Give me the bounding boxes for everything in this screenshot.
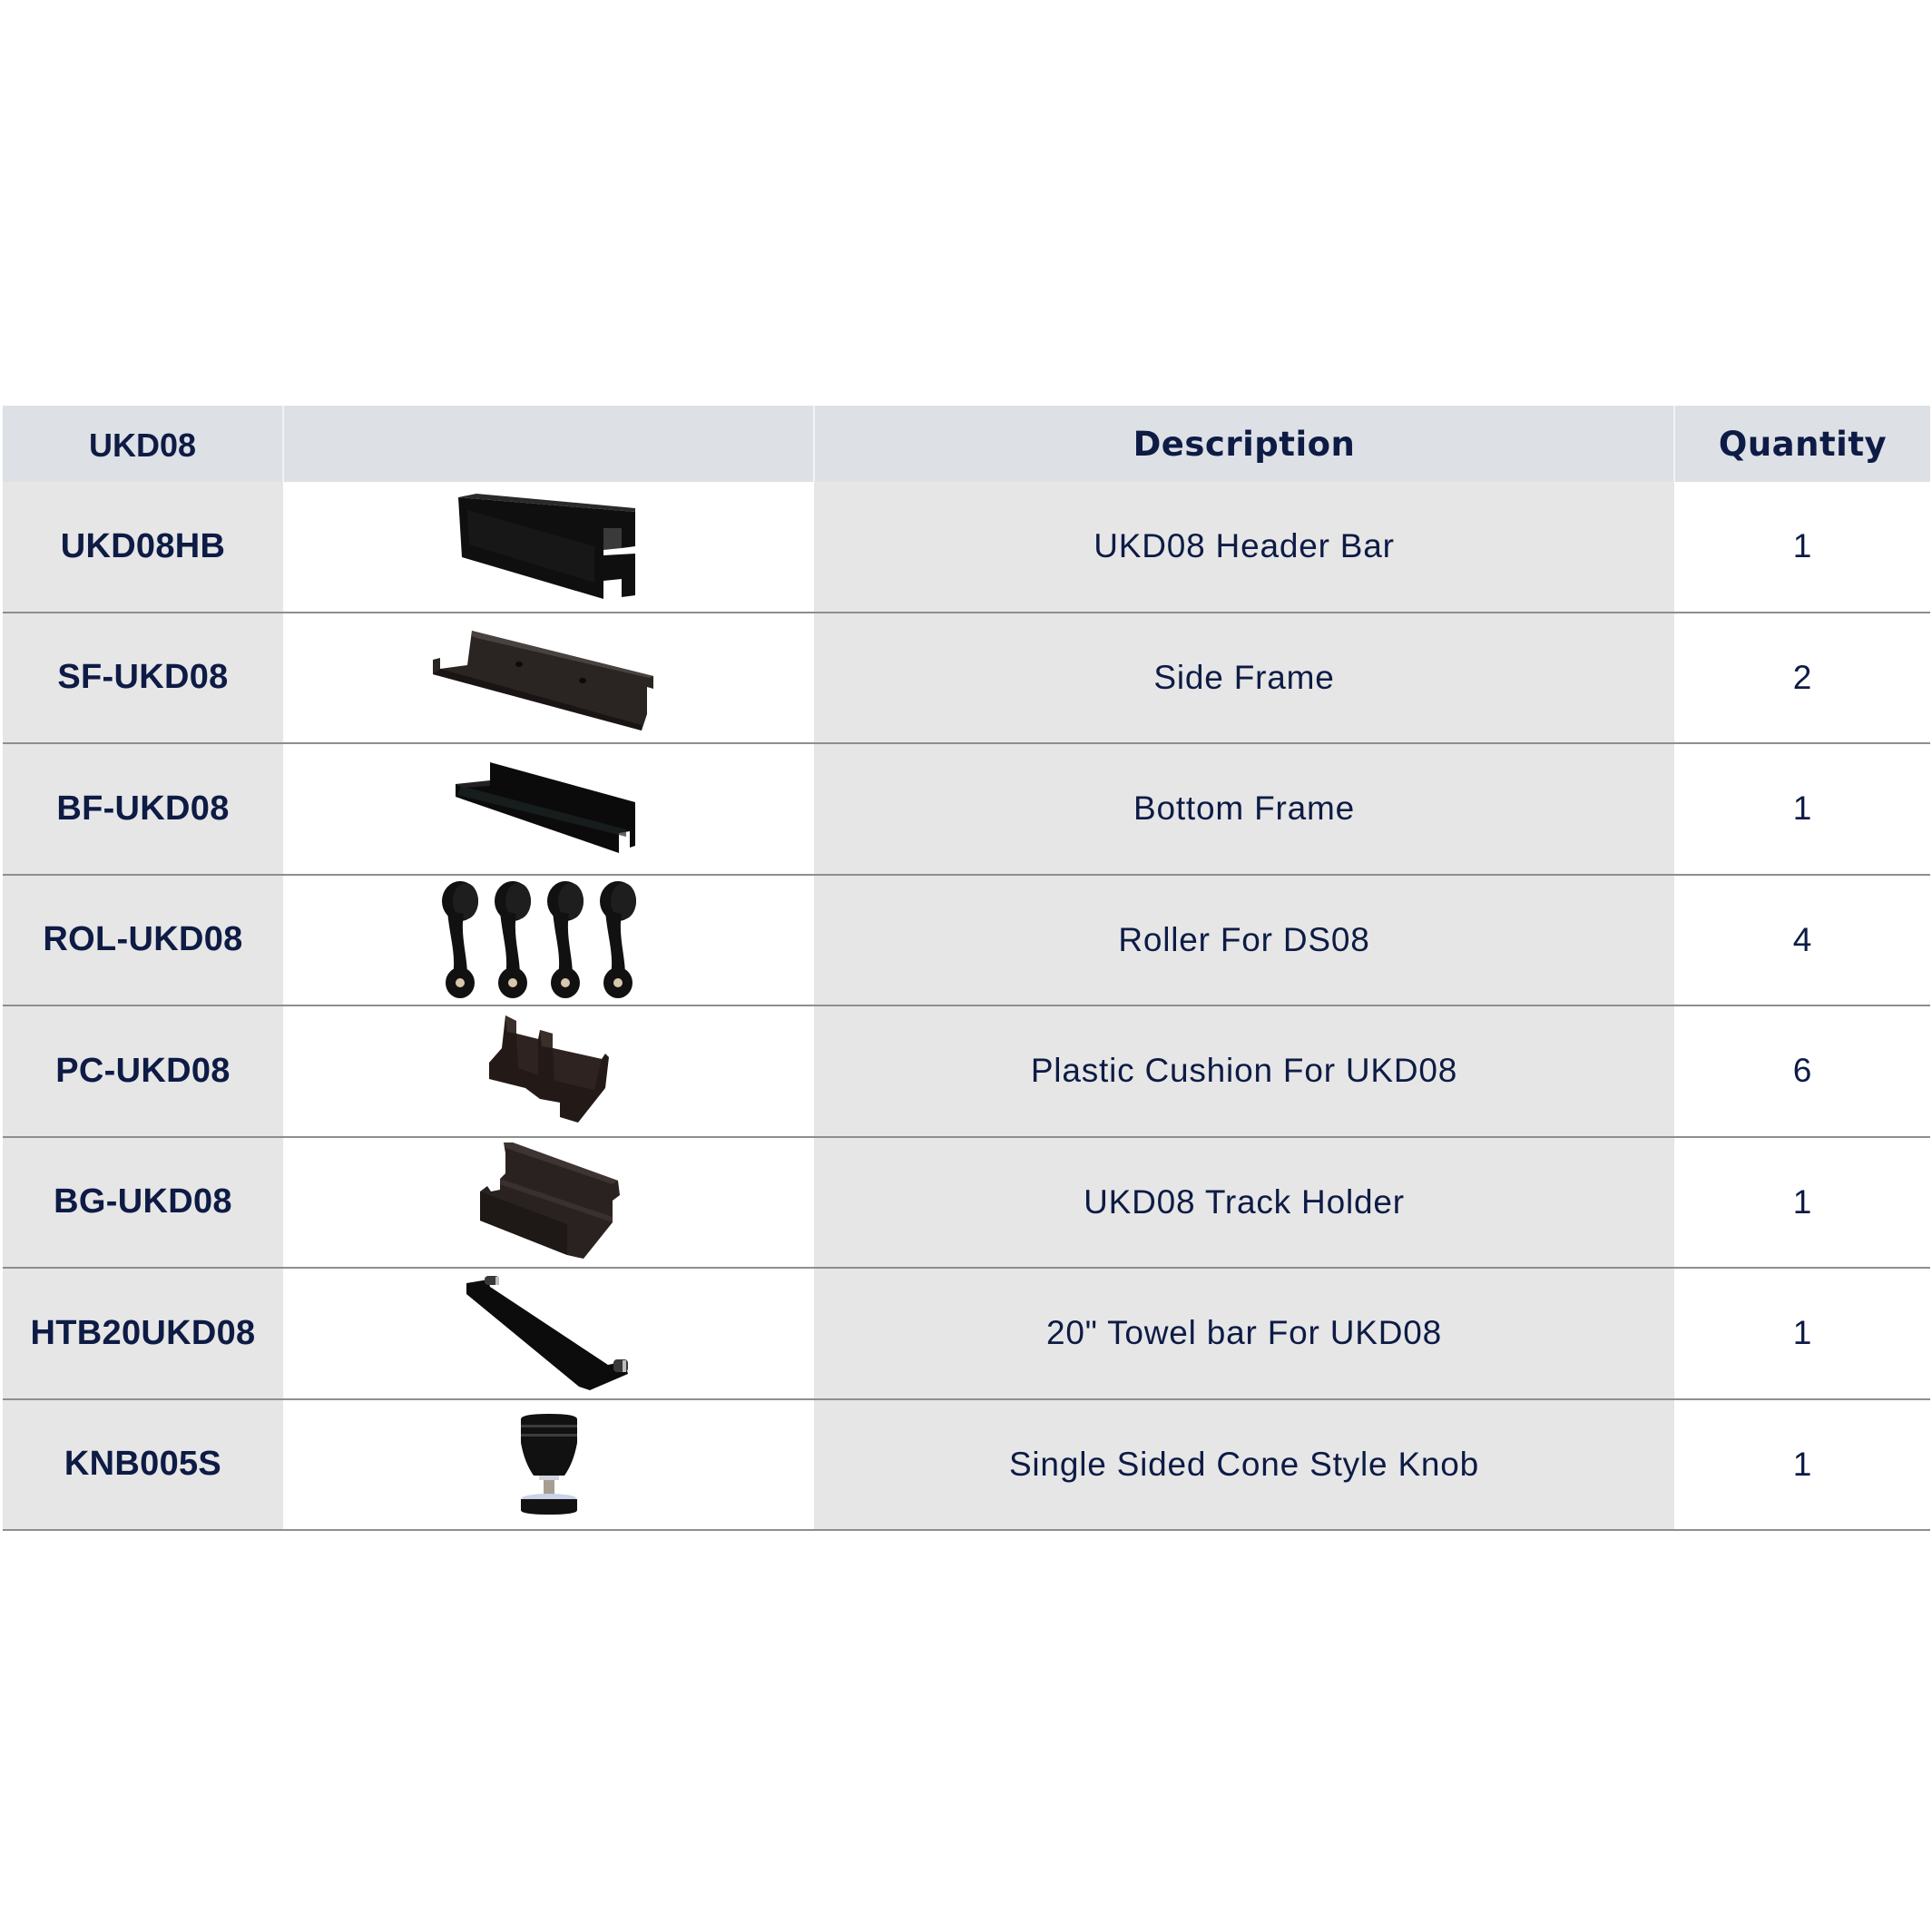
part-image-cell [283,875,814,1006]
plastic-cushion-image [485,1012,613,1130]
table-row [3,743,1930,875]
table-row [3,1005,1930,1137]
part-code: KNB005S [3,1399,283,1531]
part-description: Side Frame [814,613,1674,744]
part-quantity: 2 [1674,613,1930,744]
table-row [3,1137,1930,1269]
header-description: Description [814,406,1674,482]
table-row [3,613,1930,744]
part-quantity: 1 [1674,482,1930,613]
table-row [3,1399,1930,1531]
part-quantity: 4 [1674,875,1930,1006]
rollers-image [440,881,658,999]
parts-list-table [3,406,1930,1531]
header-image [283,406,814,482]
part-image-cell [283,1005,814,1137]
part-code: UKD08HB [3,482,283,613]
part-code: BG-UKD08 [3,1137,283,1269]
track-holder-image [476,1141,622,1263]
part-quantity: 1 [1674,743,1930,875]
cone-knob-image [517,1412,581,1516]
part-description: Bottom Frame [814,743,1674,875]
part-code: PC-UKD08 [3,1005,283,1137]
part-image-cell [283,1399,814,1531]
part-code: ROL-UKD08 [3,875,283,1006]
part-image-cell [283,613,814,744]
part-quantity: 1 [1674,1137,1930,1269]
side-frame-image [431,623,667,732]
table-row [3,1268,1930,1399]
table-header-row [3,406,1930,482]
part-image-cell [283,482,814,613]
part-image-cell [283,743,814,875]
part-description: UKD08 Header Bar [814,482,1674,613]
header-bar-image [449,492,649,601]
part-code: BF-UKD08 [3,743,283,875]
towel-bar-image [463,1274,635,1392]
part-description: Single Sided Cone Style Knob [814,1399,1674,1531]
part-quantity: 1 [1674,1399,1930,1531]
part-description: 20" Towel bar For UKD08 [814,1268,1674,1399]
table-row [3,482,1930,613]
bottom-frame-image [454,759,644,858]
header-quantity: Quantity [1674,406,1930,482]
table-row [3,875,1930,1006]
part-description: Plastic Cushion For UKD08 [814,1005,1674,1137]
part-quantity: 1 [1674,1268,1930,1399]
part-description: Roller For DS08 [814,875,1674,1006]
part-code: HTB20UKD08 [3,1268,283,1399]
part-image-cell [283,1268,814,1399]
part-code: SF-UKD08 [3,613,283,744]
header-model-code: UKD08 [3,406,283,482]
part-description: UKD08 Track Holder [814,1137,1674,1269]
part-image-cell [283,1137,814,1269]
part-quantity: 6 [1674,1005,1930,1137]
